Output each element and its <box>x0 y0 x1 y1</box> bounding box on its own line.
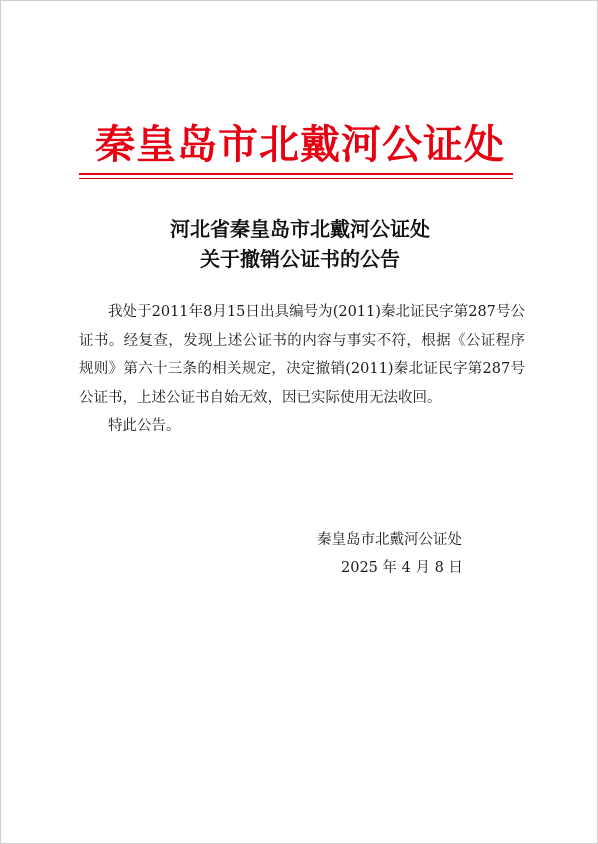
body-paragraph-main: 我处于2011年8月15日出具编号为(2011)秦北证民字第287号公证书。经复查，发现上述公证书的内容与事实不符，根据《公证程序规则》第六十三条的相关规定，决定撤销(2011)秦北证民字第287号公证书，上述公证书自始无效，因已实际使用无法收回。 <box>79 304 525 406</box>
announcement-body <box>79 298 525 441</box>
signature-date: 2025 年 4 月 8 日 <box>341 560 463 576</box>
document-title-line-1: 河北省秦皇岛市北戴河公证处 <box>170 217 430 241</box>
header-rule-thin <box>79 178 513 179</box>
signature-block <box>301 526 501 582</box>
header-rule-thick <box>79 173 513 175</box>
document-title <box>41 214 559 274</box>
body-paragraph-closing: 特此公告。 <box>108 418 181 434</box>
signature-organization: 秦皇岛市北戴河公证处 <box>317 532 462 548</box>
issuer-header-title: 秦皇岛市北戴河公证处 <box>95 121 505 168</box>
document-title-line-2: 关于撤销公证书的公告 <box>200 247 400 271</box>
